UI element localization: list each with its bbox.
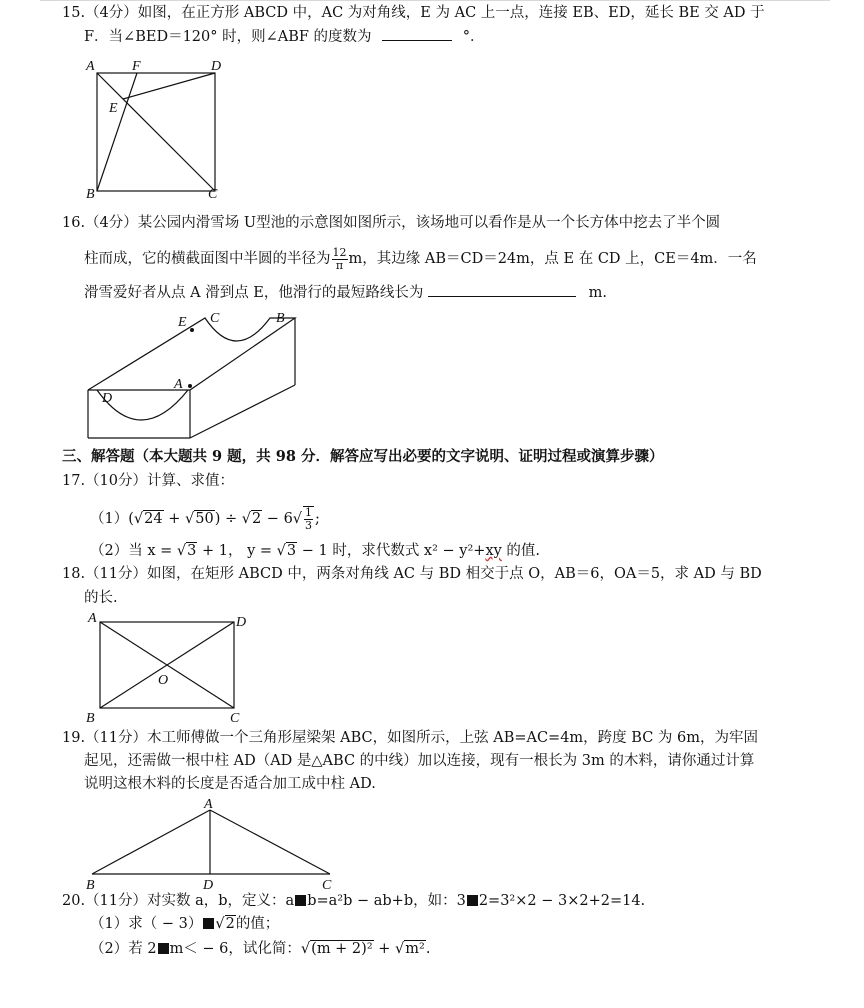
q16-text-c: 滑雪爱好者从点 A 滑到点 E，他滑行的最短路线长为 [84, 285, 424, 301]
q20-item1: （1）求（ − 3） √2的值； [90, 916, 280, 932]
q15-label-d: D [211, 59, 222, 74]
q20-item2-radicand-1: (m + 2)² [311, 941, 373, 957]
q18-label-b: B [86, 711, 95, 726]
q17-item2-a: （2）当 x = [90, 543, 177, 559]
top-rule [40, 0, 830, 1]
q15-line2 [84, 26, 485, 48]
q17-radicand-2: 2 [251, 511, 262, 527]
q15-text-b: °． [462, 29, 485, 45]
q17-item1-plus: + [163, 511, 185, 527]
q20-operator-square-2 [467, 895, 478, 906]
q20-operator-square [295, 895, 306, 906]
q17-item2: （2）当 x = √3 + 1， y = √3 − 1 时，求代数式 x² − y²+xy 的值. [90, 543, 541, 559]
q18-label-a: A [88, 611, 97, 626]
q20-item1-operator [203, 918, 214, 929]
q16-u-pool-figure [80, 310, 310, 440]
q16-line2 [84, 244, 757, 274]
q20-item2-end: . [425, 941, 431, 957]
q18-line2: 的长. [84, 590, 118, 606]
q17-item2-radicand-2: 3 [286, 543, 297, 559]
q17-item1-label: （1） [90, 511, 129, 527]
q16-frac-den: π [335, 258, 344, 272]
q16-text-d: m. [588, 285, 607, 301]
q17-frac-num: 1 [305, 506, 313, 519]
q17-fraction [303, 506, 314, 532]
section3-title: 三、解答题（本大题共 9 题，共 98 分．解答应写出必要的文字说明、证明过程或演算步骤） [62, 448, 664, 465]
q20-line1 [62, 890, 645, 912]
q20-line1-c: 2=3²×2 − 3×2+2=14. [478, 893, 646, 909]
q20-item1-radicand: 2 [225, 916, 235, 932]
q19-line2: 起见，还需做一根中柱 AD（AD 是△ABC 的中线）加以连接，现有一根长为 3m 的木料，请你通过计算 [84, 753, 755, 769]
q16-point-e-dot [190, 328, 194, 332]
q18-rectangle-figure [82, 608, 252, 726]
q19-label-c: C [322, 878, 332, 892]
q20-item1-b: 的值； [235, 916, 280, 932]
q20-item2-a: （2）若 2 [90, 941, 157, 957]
q15-text-a: F．当∠BED＝120° 时，则∠ABF 的度数为 [84, 29, 372, 45]
q16-label-e: E [178, 315, 187, 330]
q18-line1: 18.（11分）如图，在矩形 ABCD 中，两条对角线 AC 与 BD 相交于点 O，AB＝6，OA＝5，求 AD 与 BD [62, 566, 762, 582]
q16-line3 [84, 282, 607, 304]
q17-item2-end: 的值. [501, 543, 541, 559]
q16-frac-num: 12 [332, 245, 347, 259]
q16-text-b: m，其边缘 AB＝CD＝24m，点 E 在 CD 上，CE＝4m．一名 [348, 251, 757, 267]
q17-frac-den: 3 [305, 519, 313, 532]
q18-label-d: D [236, 615, 247, 630]
q16-label-b: B [276, 311, 285, 326]
q18-label-o: O [158, 673, 169, 688]
q20-line1-b: b=a²b − ab+b，如：3 [307, 893, 466, 909]
q20-item2-radicand-2: m² [405, 941, 425, 957]
q17-item1-open: ( [128, 511, 134, 527]
q18-label-c: C [230, 711, 240, 726]
q17-item1: （1）(√24 + √50) ÷ √2 − 6√ $\frac{1}{3}$ ; [90, 506, 320, 532]
q20-line1-a: 20.（11分）对实数 a，b，定义：a [62, 893, 295, 909]
q15-label-a: A [86, 59, 95, 74]
q15-line1: 15.（4分）如图，在正方形 ABCD 中，AC 为对角线，E 为 AC 上一点，连接 EB、ED，延长 BE 交 AD 于 [62, 5, 765, 21]
q17-item2-b: + 1， y = [197, 543, 277, 559]
q19-line1: 19.（11分）木工师傅做一个三角形屋梁架 ABC，如图所示，上弦 AB=AC=4m，跨度 BC 为 6m，为牢固 [62, 730, 759, 746]
q17-radicand-24: 24 [144, 511, 163, 527]
q19-line3: 说明这根木料的长度是否适合加工成中柱 AD. [84, 776, 376, 792]
q16-text-a: 柱而成，它的横截面图中半圆的半径为 [84, 251, 331, 267]
q19-label-b: B [86, 878, 95, 892]
q15-label-c: C [208, 187, 218, 202]
q19-triangle-figure [80, 796, 340, 892]
q16-label-d: D [102, 391, 113, 406]
q15-label-f: F [132, 59, 141, 74]
q17-line1: 17.（10分）计算、求值： [62, 473, 235, 489]
q20-item1-a: （1）求（ − 3） [90, 916, 203, 932]
q16-point-a-dot [188, 384, 192, 388]
q20-item2-operator [158, 943, 169, 954]
q17-item2-radicand-1: 3 [187, 543, 197, 559]
q20-item2-b: m＜ − 6，试化简： [169, 941, 301, 957]
q19-label-d: D [203, 878, 214, 892]
q16-label-a: A [174, 377, 183, 392]
q17-item2-c: − 1 时，求代数式 x² − y²+ [297, 543, 486, 559]
q20-item2-plus: + [373, 941, 396, 957]
q15-square-figure [80, 56, 230, 204]
q17-item1-minus: − 6 [262, 511, 293, 527]
q17-item1-end: ; [315, 511, 320, 527]
q15-label-e: E [109, 101, 118, 116]
q15-label-b: B [86, 187, 95, 202]
q17-radicand-50: 50 [195, 511, 214, 527]
q17-item2-xy: xy [485, 543, 502, 559]
q16-radius-fraction [332, 247, 348, 272]
q16-label-c: C [210, 311, 220, 326]
q15-answer-blank [382, 26, 452, 41]
q17-item1-div: ) ÷ [214, 511, 242, 527]
q16-answer-blank [428, 282, 576, 297]
q16-line1: 16.（4分）某公园内滑雪场 U型池的示意图如图所示，该场地可以看作是从一个长方体中挖去了半个圆 [62, 215, 721, 231]
q19-label-a: A [204, 797, 213, 812]
q20-item2: （2）若 2 m＜ − 6，试化简：√(m + 2)² + √m². [90, 941, 431, 957]
